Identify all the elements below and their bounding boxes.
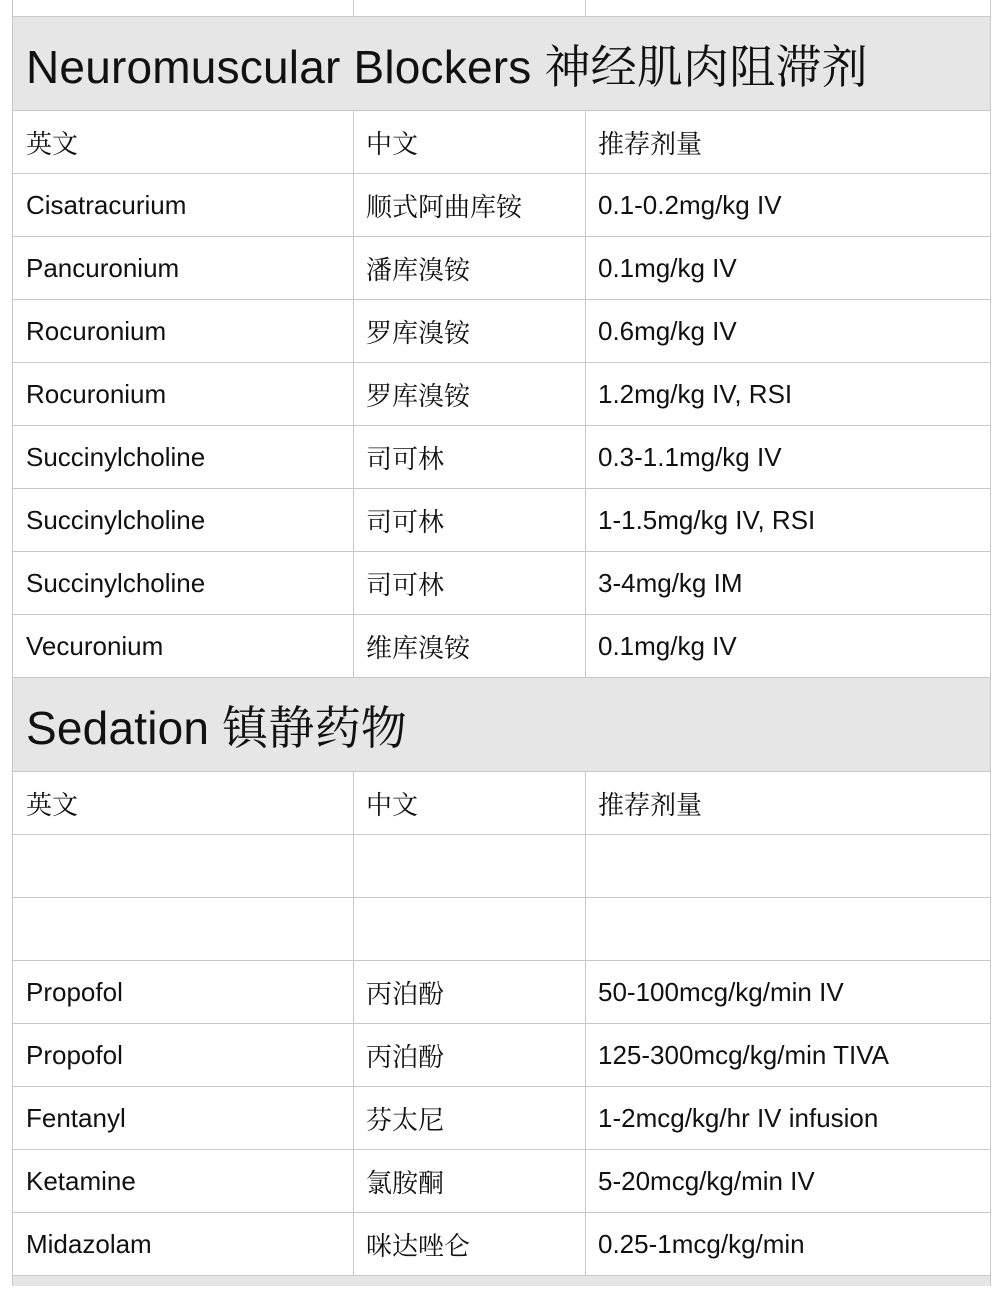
- drug-dose: 0.6mg/kg IV: [598, 315, 737, 346]
- drug-dose: 0.25-1mcg/kg/min: [598, 1228, 805, 1259]
- drug-name-english: Rocuronium: [13, 363, 354, 425]
- table-row: [13, 1213, 990, 1276]
- table-row: [13, 1150, 990, 1213]
- drug-dose: 0.3-1.1mg/kg IV: [598, 441, 782, 472]
- table-bottom-strip: [13, 1276, 990, 1286]
- drug-dose: 1-2mcg/kg/hr IV infusion: [598, 1102, 879, 1133]
- drug-name-chinese: 罗库溴铵: [354, 363, 586, 425]
- column-header-dose: 推荐剂量: [598, 128, 703, 159]
- section-title-sedation: Sedation 镇静药物: [13, 678, 990, 772]
- table-row: [13, 300, 990, 363]
- drug-name-chinese: 丙泊酚: [354, 1024, 586, 1086]
- drug-dose: 3-4mg/kg IM: [598, 567, 743, 598]
- drug-name-english: Succinylcholine: [13, 426, 354, 488]
- column-header-chinese: 中文: [354, 772, 586, 834]
- drug-name-english: Ketamine: [13, 1150, 354, 1212]
- drug-name-english: Succinylcholine: [13, 489, 354, 551]
- drug-dose: 1.2mg/kg IV, RSI: [598, 378, 793, 409]
- drug-dose: 0.1-0.2mg/kg IV: [598, 189, 782, 220]
- drug-name-english: Midazolam: [13, 1213, 354, 1275]
- drug-dose: 1-1.5mg/kg IV, RSI: [598, 504, 816, 535]
- drug-dose: [586, 835, 990, 897]
- drug-name-chinese: [354, 898, 586, 960]
- drug-name-english: Cisatracurium: [13, 174, 354, 236]
- table-row: [13, 1087, 990, 1150]
- drug-dose: [586, 898, 990, 960]
- drug-name-english: [13, 898, 354, 960]
- column-header-english: 英文: [13, 111, 354, 173]
- drug-dose: 50-100mcg/kg/min IV: [598, 976, 844, 1007]
- table-row: [13, 898, 990, 961]
- table-header-row: [13, 772, 990, 835]
- drug-name-chinese: 丙泊酚: [354, 961, 586, 1023]
- dosage-table: [12, 0, 991, 1286]
- table-row: [13, 1024, 990, 1087]
- drug-name-chinese: 芬太尼: [354, 1087, 586, 1149]
- column-header-english: 英文: [13, 772, 354, 834]
- drug-name-chinese: 司可林: [354, 426, 586, 488]
- drug-name-chinese: 咪达唑仑: [354, 1213, 586, 1275]
- drug-name-english: [13, 835, 354, 897]
- drug-dose: 125-300mcg/kg/min TIVA: [598, 1039, 889, 1070]
- drug-name-chinese: 司可林: [354, 489, 586, 551]
- drug-name-chinese: 氯胺酮: [354, 1150, 586, 1212]
- drug-name-english: Propofol: [13, 1024, 354, 1086]
- drug-name-chinese: 顺式阿曲库铵: [354, 174, 586, 236]
- table-row: [13, 174, 990, 237]
- table-row: [13, 835, 990, 898]
- table-row: [13, 363, 990, 426]
- column-header-dose: 推荐剂量: [598, 789, 703, 820]
- table-row: [13, 489, 990, 552]
- drug-name-chinese: 罗库溴铵: [354, 300, 586, 362]
- table-row: [13, 237, 990, 300]
- drug-name-english: Pancuronium: [13, 237, 354, 299]
- table-row: [13, 552, 990, 615]
- drug-name-english: Vecuronium: [13, 615, 354, 677]
- drug-name-english: Succinylcholine: [13, 552, 354, 614]
- drug-name-chinese: 维库溴铵: [354, 615, 586, 677]
- column-header-chinese: 中文: [354, 111, 586, 173]
- drug-name-english: Fentanyl: [13, 1087, 354, 1149]
- drug-dose: 0.1mg/kg IV: [598, 252, 737, 283]
- table-row: [13, 426, 990, 489]
- drug-dose: 0.1mg/kg IV: [598, 630, 737, 661]
- section-title-neuromuscular-blockers: Neuromuscular Blockers 神经肌肉阻滞剂: [13, 17, 990, 111]
- drug-name-chinese: 司可林: [354, 552, 586, 614]
- drug-name-english: Rocuronium: [13, 300, 354, 362]
- table-top-strip: [13, 0, 990, 17]
- table-row: [13, 961, 990, 1024]
- table-row: [13, 615, 990, 678]
- drug-name-chinese: 潘库溴铵: [354, 237, 586, 299]
- table-header-row: [13, 111, 990, 174]
- drug-name-chinese: [354, 835, 586, 897]
- drug-dose: 5-20mcg/kg/min IV: [598, 1165, 815, 1196]
- drug-name-english: Propofol: [13, 961, 354, 1023]
